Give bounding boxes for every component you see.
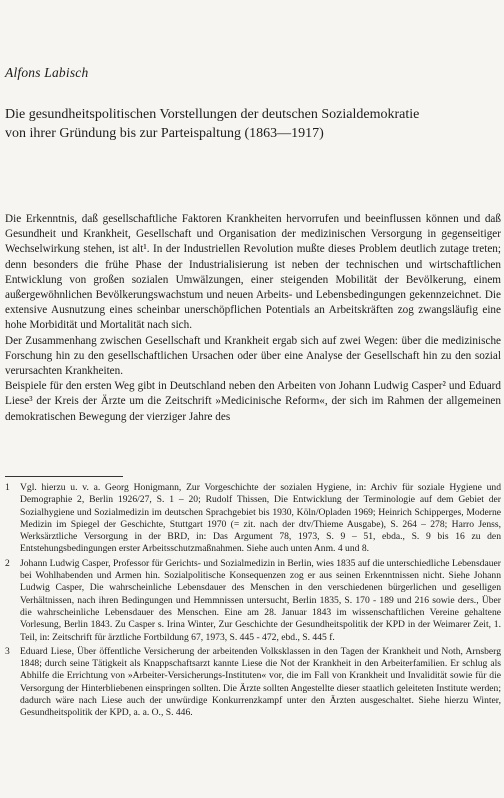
footnote	[5, 558, 501, 644]
footnote	[5, 482, 501, 556]
footnote-divider	[5, 476, 123, 477]
title-line: Die gesundheitspolitischen Vorstellungen der deutschen Sozialdemokratie	[5, 107, 420, 122]
article-title	[5, 105, 495, 143]
body-text	[5, 212, 501, 425]
author-name: Alfons Labisch	[5, 65, 89, 80]
footnote-text: Vgl. hierzu u. v. a. Georg Honigmann, Zur Vorgeschichte der sozialen Hygiene, in: Archiv für soziale Hygiene und Demographie 2, Berlin 1926/27, S. 1 – 20; Rudolf Thissen, Die Entwicklung der Terminologie auf dem Gebiet der Sozialhygiene und Sozialmedizin im deutschen Sprachgebiet bis 1930, Köln/Opladen 1969; Heinrich Schipperges, Moderne Medizin im Spiegel der Geschichte, Stuttgart 1970 (= zit. nach der dtv/Thieme Ausgabe), S. 264 – 278; Harro Jenss, Werksärztliche Versorgung in der BRD, in: Das Argument 78, 1973, S. 9 – 51, ebda., S. 9 bis 16 zu den Entstehungsbedingungen erster Arbeitsschutzmaßnahmen. Siehe auch unten Anm. 4 und 8.	[20, 482, 501, 555]
body-paragraph: Die Erkenntnis, daß gesellschaftliche Faktoren Krankheiten hervorrufen und beeinflussen können und daß Gesundheit und Krankheit, Gesellschaft und Organisation der medizinischen Versorgung in gegenseitiger Wechselwirkung stehen, ist alt¹. In der Industriellen Revolution mußte dieses Problem deutlich zutage treten; denn besonders die frühe Phase der Industrialisierung ist neben der technischen und wirtschaftlichen Entwicklung von großen sozialen Umwälzungen, einer steigenden Mobilität der Bevölkerung, einem außergewöhnlichen Bevölkerungswachstum und neuen Arbeits- und Lebensbedingungen gekennzeichnet. Die extensive Ausnutzung eines scheinbar unerschöpflichen Potentials an Arbeitskräften zog zwangsläufig eine hohe Morbidität und Mortalität nach sich.	[5, 213, 501, 332]
footnote-number: 3	[5, 645, 10, 657]
body-paragraph: Der Zusammenhang zwischen Gesellschaft und Krankheit ergab sich auf zwei Wegen: über die medizinische Forschung hin zu den gesellschaftlichen Ursachen oder über eine Analyse der Gesellschaft hin zu den sozial verursachten Krankheiten.	[5, 334, 501, 378]
title-line: von ihrer Gründung bis zur Parteispaltung (1863—1917)	[5, 126, 324, 141]
footnote-number: 2	[5, 557, 10, 569]
footnote-text: Eduard Liese, Über öffentliche Versicherung der arbeitenden Volksklassen in den Tagen der Krankheit und Noth, Arnsberg 1848; durch seine Tätigkeit als Knappschaftsarzt kannte Liese die Not der Krankheit in den Arbeiterfamilien. Er schlug als Abhilfe die Errichtung von »Arbeiter-Versicherungs-Instituten« vor, die im Fall von Krankheit und Invalidität sowie für die Versorgung der Hinterbliebenen einspringen sollten. Die Ärzte sollten Angestellte dieser staatlich geleiteten Institute werden; dadurch wäre nach Liese auch der unwürdige Konkurrenzkampf unter den Ärzten ausgeschaltet. Siehe hierzu Winter, Gesundheitspolitik der KPD, a. a. O., S. 446.	[20, 645, 501, 719]
footnote-number: 1	[5, 482, 10, 493]
body-paragraph: Beispiele für den ersten Weg gibt in Deutschland neben den Arbeiten von Johann Ludwig Casper² und Eduard Liese³ der Kreis der Ärzte um die Zeitschrift »Medicinische Reform«, der sich im Rahmen der allgemeinen demokratischen Bewegung der vierziger Jahre des	[5, 380, 501, 423]
footnote-text: Johann Ludwig Casper, Professor für Gerichts- und Sozialmedizin in Berlin, wies 1835 auf die unterschiedliche Lebensdauer bei Wohlhabenden und Armen hin. Sozialpolitische Konsequenzen zog er aus seinen Erkenntnissen nicht. Siehe Johann Ludwig Casper, Die wahrscheinliche Lebensdauer des Menschen in den verschiedenen bürgerlichen und geselligen Verhältnissen, nach ihren Bedingungen und Hemmnissen untersucht, Berlin 1835, S. 170 - 189 und 216 sowie ders., Über die wahrscheinliche Lebensdauer des Menschen. Eine am 28. Januar 1843 im wissenschaftlichen Vereine gehaltene Vorlesung, Berlin 1843. Zu Casper s. Irina Winter, Zur Geschichte der Gesundheitspolitik der KPD in der Weimarer Zeit, 1. Teil, in: Zeitschrift für ärztliche Fortbildung 67, 1973, S. 445 - 472, ebd., S. 445 f.	[20, 557, 501, 643]
footnote	[5, 646, 501, 720]
footnotes	[5, 482, 501, 722]
